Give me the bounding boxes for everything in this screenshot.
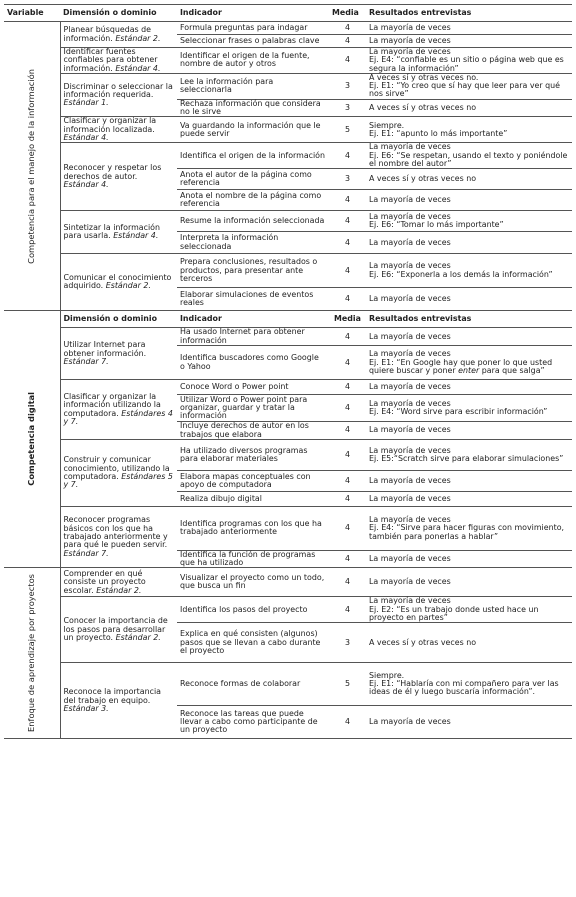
result-summary: La mayoría de veces xyxy=(369,514,451,524)
result-summary: A veces sí y otras veces no xyxy=(369,102,477,112)
result-cell xyxy=(366,169,572,190)
dimension-cell xyxy=(60,211,177,254)
dimension-label: Clasificar y organizar la información utilizando la computadora. xyxy=(63,391,161,418)
result-quote: Ej. E1: “Hablaría con mi compañero para ver las ideas de él y luego buscaría información”. xyxy=(369,679,559,697)
result-cell xyxy=(366,395,572,422)
variable-label: Competencia digital xyxy=(26,392,37,487)
variable-cell xyxy=(4,22,60,311)
table-row xyxy=(4,568,572,597)
result-summary: La mayoría de veces xyxy=(369,475,451,485)
media-cell: 4 xyxy=(329,380,366,395)
indicator-cell: Anota el nombre de la página como referencia xyxy=(177,190,329,211)
variable-label: Enfoque de aprendizaje por proyectos xyxy=(26,574,37,733)
indicator-cell: Interpreta la información seleccionada xyxy=(177,232,329,254)
dimension-label: Reconocer programas básicos con los que ha trabajado anteriormente y para qué le pueden servir. xyxy=(63,515,168,550)
indicator-cell: Realiza dibujo digital xyxy=(177,491,329,506)
result-summary: La mayoría de veces xyxy=(369,294,451,304)
result-summary: A veces sí y otras veces no. xyxy=(369,72,479,82)
result-cell xyxy=(366,117,572,143)
result-summary: A veces sí y otras veces no xyxy=(369,637,477,647)
dimension-label: Construir y comunicar conocimiento, utilizando la computadora. xyxy=(63,455,170,481)
result-cell xyxy=(366,73,572,99)
dimension-cell xyxy=(60,506,177,568)
result-cell xyxy=(366,190,572,211)
dimension-standard: Estándar 2. xyxy=(115,33,161,43)
indicator-cell: Resume la información seleccionada xyxy=(177,211,329,232)
dimension-cell xyxy=(60,22,177,48)
result-summary: La mayoría de veces xyxy=(369,425,451,435)
indicator-cell: Ha utilizado diversos programas para elaborar materiales xyxy=(177,439,329,470)
table-row xyxy=(4,506,572,550)
result-quote: Ej. E2: “Es un trabajo donde usted hace un proyecto en partes” xyxy=(369,604,539,623)
result-cell xyxy=(366,506,572,550)
dimension-label: Comprender en qué consiste un proyecto escolar. xyxy=(63,569,146,595)
indicator-cell: Elaborar simulaciones de eventos reales xyxy=(177,288,329,311)
variable-label-wrap xyxy=(4,27,60,305)
result-summary: La mayoría de veces xyxy=(369,554,451,563)
media-cell: 5 xyxy=(329,117,366,143)
result-quote: Ej. E1: “Yo creo que sí hay que leer para ver qué nos sirve” xyxy=(369,81,560,99)
result-cell xyxy=(366,623,572,663)
dimension-standard: Estándar 2. xyxy=(105,281,151,291)
result-summary: La mayoría de veces xyxy=(369,596,451,606)
media-cell: 4 xyxy=(329,232,366,254)
dimension-standard: Estándar 7. xyxy=(63,356,109,366)
result-cell xyxy=(366,143,572,169)
media-cell: 4 xyxy=(329,491,366,506)
table-row xyxy=(4,143,572,169)
indicator-cell: Prepara conclusiones, resultados o productos, para presentar ante terceros xyxy=(177,254,329,288)
table-row xyxy=(4,211,572,232)
dimension-cell xyxy=(60,439,177,506)
result-cell xyxy=(366,254,572,288)
table-row xyxy=(4,597,572,623)
indicator-cell: Identifica programas con los que ha trabajado anteriormente xyxy=(177,506,329,550)
dimension-standard: Estándar 7. xyxy=(63,548,109,558)
result-summary: La mayoría de veces xyxy=(369,717,451,727)
dimension-standard: Estándar 2. xyxy=(96,585,142,595)
dimension-label: Discriminar o seleccionar la información requerida. xyxy=(63,81,173,99)
dimension-standard: Estándar 4. xyxy=(115,63,161,73)
header-row xyxy=(4,5,572,22)
media-cell: 5 xyxy=(329,663,366,706)
media-cell: 4 xyxy=(329,439,366,470)
result-cell xyxy=(366,597,572,623)
indicator-cell: Identifica los pasos del proyecto xyxy=(177,597,329,623)
result-summary: La mayoría de veces xyxy=(369,237,451,247)
result-summary: La mayoría de veces xyxy=(369,577,451,587)
table-row xyxy=(4,73,572,99)
dimension-standard: Estándar 4. xyxy=(63,132,109,142)
emphasis: enter xyxy=(458,365,480,375)
indicator-cell: Visualizar el proyecto como un todo, que busca un fin xyxy=(177,568,329,597)
result-quote: Ej. E6: “Exponerla a los demás la información” xyxy=(369,269,553,279)
media-cell: 4 xyxy=(329,395,366,422)
result-cell xyxy=(366,439,572,470)
subheader-media: Media xyxy=(329,311,366,328)
result-summary: La mayoría de veces xyxy=(369,398,451,408)
result-quote: Ej. E6: “Se respetan, usando el texto y poniéndole el nombre del autor” xyxy=(369,150,568,168)
indicator-cell: Incluye derechos de autor en los trabajos que elabora xyxy=(177,422,329,440)
header-media: Media xyxy=(329,5,366,22)
dimension-standard: Estándar 3. xyxy=(63,703,109,713)
table-row xyxy=(4,380,572,395)
indicator-cell: Va guardando la información que le puede servir xyxy=(177,117,329,143)
indicator-cell: Reconoce las tareas que puede llevar a cabo como participante de un proyecto xyxy=(177,706,329,739)
dimension-cell xyxy=(60,117,177,143)
variable-cell xyxy=(4,311,60,568)
dimension-cell xyxy=(60,568,177,597)
result-cell xyxy=(366,232,572,254)
indicator-cell: Elabora mapas conceptuales con apoyo de computadora xyxy=(177,470,329,491)
result-quote: Ej. E6: “Tomar lo más importante” xyxy=(369,220,504,230)
subheader-indicator: Indicador xyxy=(177,311,329,328)
media-cell: 4 xyxy=(329,211,366,232)
dimension-label: Comunicar el conocimiento adquirido. xyxy=(63,272,172,291)
media-cell: 4 xyxy=(329,328,366,346)
table-row xyxy=(4,663,572,706)
media-cell: 3 xyxy=(329,99,366,117)
result-summary: La mayoría de veces xyxy=(369,142,451,152)
table-row xyxy=(4,22,572,35)
result-cell xyxy=(366,663,572,706)
subheader-row xyxy=(4,311,572,328)
indicator-cell: Seleccionar frases o palabras clave xyxy=(177,35,329,48)
dimension-standard: Estándar 1. xyxy=(63,98,109,108)
subheader-results: Resultados entrevistas xyxy=(366,311,572,328)
media-cell: 4 xyxy=(329,568,366,597)
result-cell xyxy=(366,48,572,74)
indicator-cell: Utilizar Word o Power point para organizar, guardar y tratar la información xyxy=(177,395,329,422)
results-table-container xyxy=(4,4,572,739)
header-dimension: Dimensión o dominio xyxy=(60,5,177,22)
result-summary: Siempre. xyxy=(369,670,405,680)
media-cell: 4 xyxy=(329,143,366,169)
dimension-standard: Estándar 4. xyxy=(63,179,109,189)
variable-label-wrap xyxy=(4,312,60,567)
dimension-cell xyxy=(60,254,177,311)
table-row xyxy=(4,254,572,288)
media-cell: 4 xyxy=(329,506,366,550)
results-table xyxy=(4,4,572,739)
subheader-dimension: Dimensión o dominio xyxy=(60,311,177,328)
media-cell: 4 xyxy=(329,35,366,48)
result-cell xyxy=(366,706,572,739)
result-summary: La mayoría de veces xyxy=(369,493,451,503)
result-cell xyxy=(366,35,572,48)
indicator-cell: Identifica buscadores como Google o Yahoo xyxy=(177,346,329,380)
indicator-cell: Anota el autor de la página como referencia xyxy=(177,169,329,190)
dimension-label: Conocer la importancia de los pasos para desarrollar un proyecto. xyxy=(63,616,168,643)
media-cell: 3 xyxy=(329,623,366,663)
dimension-label: Reconoce la importancia del trabajo en equipo. xyxy=(63,687,161,705)
result-summary: La mayoría de veces xyxy=(369,22,451,32)
indicator-cell: Lee la información para seleccionarla xyxy=(177,73,329,99)
result-quote: Ej. E4: “confiable es un sitio o página web que es segura la información” xyxy=(369,55,564,73)
dimension-cell xyxy=(60,48,177,74)
dimension-label: Clasificar y organizar la información localizada. xyxy=(63,116,157,134)
result-summary: La mayoría de veces xyxy=(369,331,451,341)
dimension-standard: Estándar 2. xyxy=(115,633,161,643)
dimension-cell xyxy=(60,380,177,440)
result-cell xyxy=(366,99,572,117)
result-summary: A veces sí y otras veces no xyxy=(369,174,477,184)
media-cell: 4 xyxy=(329,48,366,74)
dimension-label: Planear búsquedas de información. xyxy=(63,25,152,43)
media-cell: 4 xyxy=(329,550,366,568)
table-row xyxy=(4,48,572,74)
result-cell xyxy=(366,346,572,380)
result-summary: La mayoría de veces xyxy=(369,47,451,56)
result-quote: Ej. E5:“Scratch sirve para elaborar simulaciones” xyxy=(369,453,564,463)
table-row xyxy=(4,117,572,143)
header-indicator: Indicador xyxy=(177,5,329,22)
media-cell: 3 xyxy=(329,73,366,99)
result-summary: La mayoría de veces xyxy=(369,382,451,392)
indicator-cell: Formula preguntas para indagar xyxy=(177,22,329,35)
media-cell: 4 xyxy=(329,346,366,380)
result-summary: La mayoría de veces xyxy=(369,349,451,359)
dimension-label: Sintetizar la información para usarla. xyxy=(63,222,160,241)
indicator-cell: Ha usado Internet para obtener información xyxy=(177,328,329,346)
media-cell: 4 xyxy=(329,190,366,211)
indicator-cell: Identifica la función de programas que ha utilizado xyxy=(177,550,329,568)
result-cell xyxy=(366,491,572,506)
result-quote: Ej. E1: “En Google hay que poner lo que usted quiere buscar y poner enter para que salga” xyxy=(369,357,553,375)
dimension-cell xyxy=(60,143,177,211)
indicator-cell: Reconoce formas de colaborar xyxy=(177,663,329,706)
variable-label-wrap xyxy=(4,569,60,738)
media-cell: 4 xyxy=(329,470,366,491)
table-body xyxy=(4,22,572,739)
header-variable: Variable xyxy=(4,5,60,22)
indicator-cell: Identificar el origen de la fuente, nombre de autor y otros xyxy=(177,48,329,74)
media-cell: 3 xyxy=(329,169,366,190)
dimension-label: Utilizar Internet para obtener información. xyxy=(63,340,147,358)
media-cell: 4 xyxy=(329,422,366,440)
result-cell xyxy=(366,288,572,311)
result-summary: La mayoría de veces xyxy=(369,261,451,271)
result-quote: Ej. E4: “Sirve para hacer figuras con movimiento, también para ponerlas a hablar” xyxy=(369,523,565,541)
indicator-cell: Identifica el origen de la información xyxy=(177,143,329,169)
result-cell xyxy=(366,470,572,491)
dimension-cell xyxy=(60,328,177,380)
result-summary: La mayoría de veces xyxy=(369,445,451,455)
variable-label: Competencia para el manejo de la información xyxy=(26,68,37,264)
media-cell: 4 xyxy=(329,597,366,623)
variable-cell xyxy=(4,568,60,739)
dimension-label: Identificar fuentes confiables para obtener información. xyxy=(63,47,158,73)
result-cell xyxy=(366,550,572,568)
indicator-cell: Explica en qué consisten (algunos) pasos que se llevan a cabo durante el proyecto xyxy=(177,623,329,663)
media-cell: 4 xyxy=(329,22,366,35)
result-summary: La mayoría de veces xyxy=(369,211,451,221)
dimension-standard: Estándar 4. xyxy=(113,231,159,241)
header-results: Resultados entrevistas xyxy=(366,5,572,22)
dimension-cell xyxy=(60,597,177,663)
media-cell: 4 xyxy=(329,706,366,739)
result-cell xyxy=(366,422,572,440)
result-cell xyxy=(366,328,572,346)
result-cell xyxy=(366,380,572,395)
result-summary: La mayoría de veces xyxy=(369,195,451,205)
dimension-label: Reconocer y respetar los derechos de autor. xyxy=(63,163,162,181)
media-cell: 4 xyxy=(329,288,366,311)
indicator-cell: Rechaza información que considera no le sirve xyxy=(177,99,329,117)
dimension-standard: Estándares 5 y 7. xyxy=(63,471,173,490)
dimension-cell xyxy=(60,73,177,116)
result-cell xyxy=(366,22,572,35)
result-quote: Ej. E1: “apunto lo más importante” xyxy=(369,128,508,138)
result-cell xyxy=(366,568,572,597)
media-cell: 4 xyxy=(329,254,366,288)
table-row xyxy=(4,439,572,470)
dimension-standard: Estándares 4 y 7. xyxy=(63,408,173,426)
result-summary: Siempre. xyxy=(369,120,405,130)
result-quote: Ej. E4: “Word sirve para escribir información” xyxy=(369,407,548,417)
result-summary: La mayoría de veces xyxy=(369,35,451,45)
indicator-cell: Conoce Word o Power point xyxy=(177,380,329,395)
result-cell xyxy=(366,211,572,232)
dimension-cell xyxy=(60,663,177,739)
table-row xyxy=(4,328,572,346)
